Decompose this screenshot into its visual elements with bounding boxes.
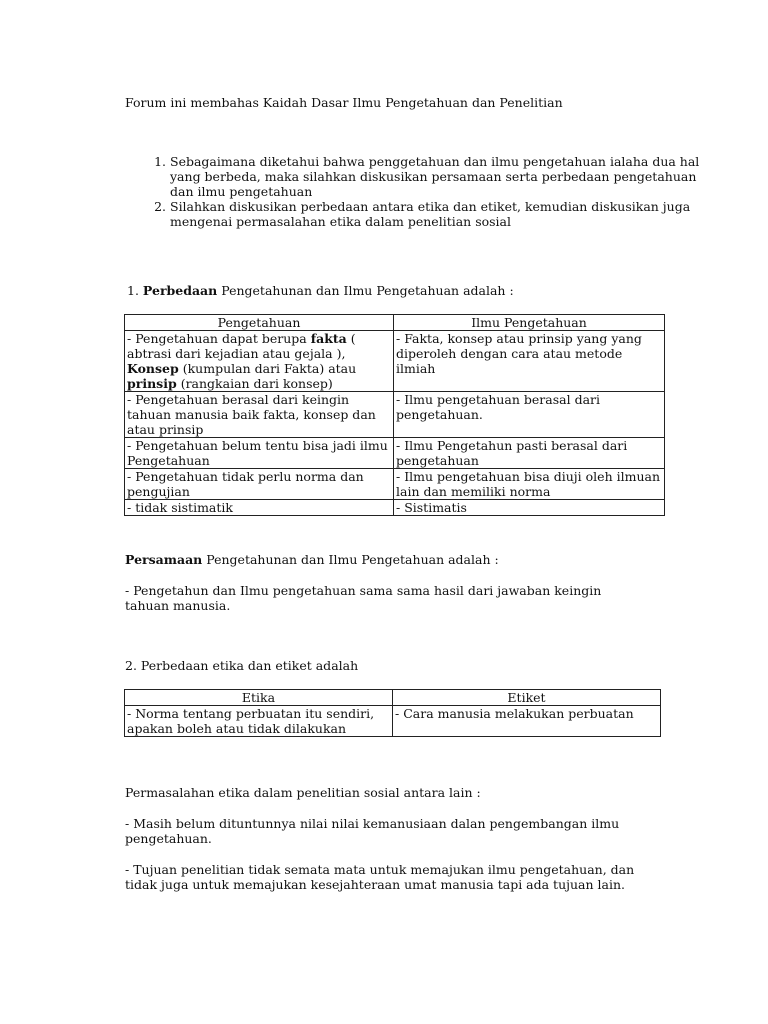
permasalahan-item: - Tujuan penelitian tidak semata mata untuk memajukan ilmu pengetahuan, dan tidak juga untuk memajukan kesejahteraan umat manusia tapi ada tujuan lain. xyxy=(125,862,635,892)
table-header-cell: Ilmu Pengetahuan xyxy=(394,315,665,331)
intro-text: Forum ini membahas Kaidah Dasar Ilmu Pengetahuan dan Penelitian xyxy=(125,95,563,110)
question-item: 2. Silahkan diskusikan perbedaan antara etika dan etiket, kemudian diskusikan juga mengenai permasalahan etika dalam penelitian sosial xyxy=(170,199,715,229)
table-cell: - Sistimatis xyxy=(394,500,665,516)
question-item: 1. Sebagaimana diketahui bahwa penggetahuan dan ilmu pengetahuan ialaha dua hal yang berbeda, maka silahkan diskusikan persamaan serta perbedaan pengetahuan dan ilmu pengetahuan xyxy=(170,154,715,199)
table-row xyxy=(125,500,665,516)
table-header-row xyxy=(125,690,661,706)
table-header-cell: Etiket xyxy=(393,690,661,706)
section-1-text: Pengetahunan dan Ilmu Pengetahuan adalah : xyxy=(221,283,514,298)
cell-text: (kumpulan dari Fakta) atau xyxy=(182,361,357,376)
table-row xyxy=(125,706,661,737)
permasalahan-item: - Masih belum dituntunnya nilai nilai kemanusiaan dalan pengembangan ilmu pengetahuan. xyxy=(125,816,620,846)
section-2-heading: 2. Perbedaan etika dan etiket adalah xyxy=(125,658,359,673)
term-konsep: Konsep xyxy=(127,361,179,376)
cell-text: ( abtrasi dari kejadian atau gejala ), xyxy=(127,331,356,361)
table-row xyxy=(125,331,665,392)
table-row xyxy=(125,438,665,469)
table-cell: - Cara manusia melakukan perbuatan xyxy=(393,706,661,737)
table-cell: - Pengetahuan berasal dari keingin tahuan manusia baik fakta, konsep dan atau prinsip xyxy=(125,392,394,438)
comparison-table-pengetahuan xyxy=(124,314,665,516)
table-cell xyxy=(125,331,394,392)
section-1-number: 1. xyxy=(127,283,139,298)
table-cell: - Pengetahuan tidak perlu norma dan pengujian xyxy=(125,469,394,500)
table-cell: - Norma tentang perbuatan itu sendiri, apakan boleh atau tidak dilakukan xyxy=(125,706,393,737)
cell-text: - Pengetahuan dapat berupa xyxy=(127,331,307,346)
table-row xyxy=(125,392,665,438)
table-cell: - Pengetahuan belum tentu bisa jadi ilmu Pengetahuan xyxy=(125,438,394,469)
table-header-cell: Pengetahuan xyxy=(125,315,394,331)
table-row xyxy=(125,469,665,500)
term-fakta: fakta xyxy=(310,331,347,346)
table-cell: - Ilmu pengetahuan bisa diuji oleh ilmuan lain dan memiliki norma xyxy=(394,469,665,500)
permasalahan-heading: Permasalahan etika dalam penelitian sosial antara lain : xyxy=(125,785,481,800)
persamaan-text: - Pengetahun dan Ilmu pengetahuan sama sama hasil dari jawaban keingin tahuan manusia. xyxy=(125,583,602,613)
section-1-heading xyxy=(127,283,514,298)
comparison-table-etika xyxy=(124,689,661,737)
persamaan-bold: Persamaan xyxy=(125,552,203,567)
table-header-cell: Etika xyxy=(125,690,393,706)
table-header-row xyxy=(125,315,665,331)
table-cell: - tidak sistimatik xyxy=(125,500,394,516)
table-cell: - Ilmu pengetahuan berasal dari pengetahuan. xyxy=(394,392,665,438)
section-1-bold: Perbedaan xyxy=(142,283,218,298)
question-list xyxy=(125,154,715,229)
persamaan-heading-text: Pengetahunan dan Ilmu Pengetahuan adalah : xyxy=(206,552,499,567)
table-cell: - Fakta, konsep atau prinsip yang yang diperoleh dengan cara atau metode ilmiah xyxy=(394,331,665,392)
table-cell: - Ilmu Pengetahun pasti berasal dari pengetahuan xyxy=(394,438,665,469)
cell-text: (rangkaian dari konsep) xyxy=(180,376,333,391)
term-prinsip: prinsip xyxy=(127,376,177,391)
persamaan-heading xyxy=(125,552,499,567)
